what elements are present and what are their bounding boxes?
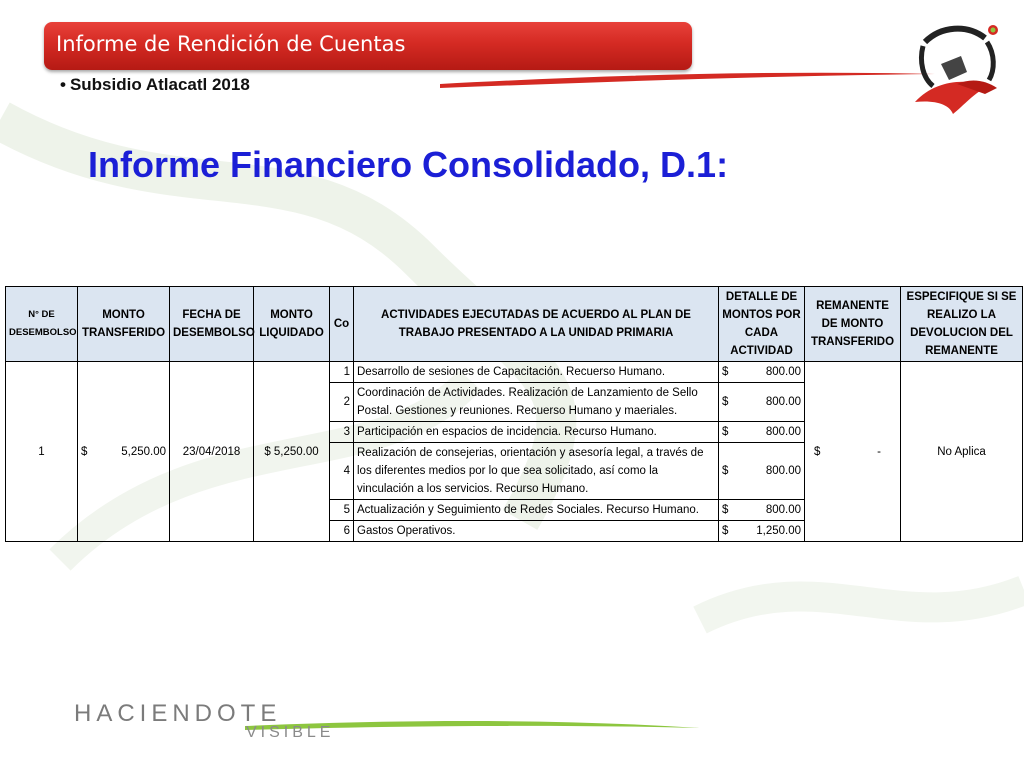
cell-devolucion: No Aplica (901, 362, 1023, 542)
cell-co: 2 (330, 383, 354, 422)
currency-symbol: $ (722, 366, 729, 378)
table-header-row (6, 287, 1023, 362)
amount-value: 800.00 (765, 396, 801, 408)
amount-value: 800.00 (765, 504, 801, 516)
currency-symbol: $ (722, 465, 729, 477)
currency-symbol: $ (722, 396, 729, 408)
header-num-desembolso: N° DE DESEMBOLSO (6, 287, 78, 362)
page-title: Informe Financiero Consolidado, D.1: (88, 144, 729, 185)
amount-value: 5,250.00 (121, 445, 166, 458)
amount-value: 1,250.00 (756, 525, 801, 537)
organization-logo-icon (905, 20, 1003, 120)
cell-actividad: Desarrollo de sesiones de Capacitación. Recuerso Humano. (354, 362, 719, 383)
cell-co: 6 (330, 521, 354, 542)
cell-actividad: Coordinación de Actividades. Realización de Lanzamiento de Sello Postal. Gestiones y reuniones. Recuerso Humano y maeriales. (354, 383, 719, 422)
cell-detalle (719, 443, 805, 500)
header-fecha-desembolso: FECHA DE DESEMBOLSO (170, 287, 254, 362)
cell-fecha-desembolso: 23/04/2018 (170, 362, 254, 542)
header-monto-transferido: MONTO TRANSFERIDO (78, 287, 170, 362)
cell-co: 5 (330, 500, 354, 521)
amount-value: 800.00 (765, 366, 801, 378)
cell-detalle (719, 383, 805, 422)
header-monto-liquidado: MONTO LIQUIDADO (254, 287, 330, 362)
cell-num-desembolso: 1 (6, 362, 78, 542)
header-detalle: DETALLE DE MONTOS POR CADA ACTIVIDAD (719, 287, 805, 362)
cell-detalle (719, 422, 805, 443)
banner-title: Informe de Rendición de Cuentas (56, 32, 406, 56)
cell-actividad: Participación en espacios de incidencia. Recurso Humano. (354, 422, 719, 443)
header-remanente: REMANENTE DE MONTO TRANSFERIDO (805, 287, 901, 362)
cell-detalle (719, 362, 805, 383)
cell-co: 1 (330, 362, 354, 383)
cell-remanente (805, 362, 901, 542)
header-co: Co (330, 287, 354, 362)
footer-brand-sub: VISIBLE (246, 724, 335, 741)
header-especifique: ESPECIFIQUE SI SE REALIZO LA DEVOLUCION DEL REMANENTE (901, 287, 1023, 362)
red-swoosh-decoration (440, 66, 940, 90)
header-actividades: ACTIVIDADES EJECUTADAS DE ACUERDO AL PLAN DE TRABAJO PRESENTADO A LA UNIDAD PRIMARIA (354, 287, 719, 362)
table-row (6, 362, 1023, 383)
cell-actividad: Realización de consejerias, orientación y asesoría legal, a través de los diferentes medios por lo que sea solicitado, así como la vinculación a los servicios. Recurso Humano. (354, 443, 719, 500)
amount-value: 800.00 (765, 465, 801, 477)
cell-co: 3 (330, 422, 354, 443)
footer-brand: HACIENDOTE (74, 700, 282, 727)
currency-symbol: $ (722, 525, 729, 537)
cell-actividad: Actualización y Seguimiento de Redes Sociales. Recurso Humano. (354, 500, 719, 521)
cell-actividad: Gastos Operativos. (354, 521, 719, 542)
amount-value: 800.00 (765, 426, 801, 438)
cell-co: 4 (330, 443, 354, 500)
currency-symbol: $ (722, 426, 729, 438)
cell-detalle (719, 521, 805, 542)
remanente-value: - (877, 445, 881, 458)
currency-symbol: $ (81, 445, 88, 458)
currency-symbol: $ (814, 445, 821, 458)
header-banner (44, 22, 692, 70)
currency-symbol: $ (722, 504, 729, 516)
subtitle-text: Subsidio Atlacatl 2018 (69, 75, 250, 94)
bullet-icon: • (60, 75, 66, 94)
subtitle (60, 75, 250, 95)
cell-detalle (719, 500, 805, 521)
financial-report-table (5, 286, 1023, 542)
cell-monto-liquidado: $ 5,250.00 (254, 362, 330, 542)
cell-monto-transferido (78, 362, 170, 542)
